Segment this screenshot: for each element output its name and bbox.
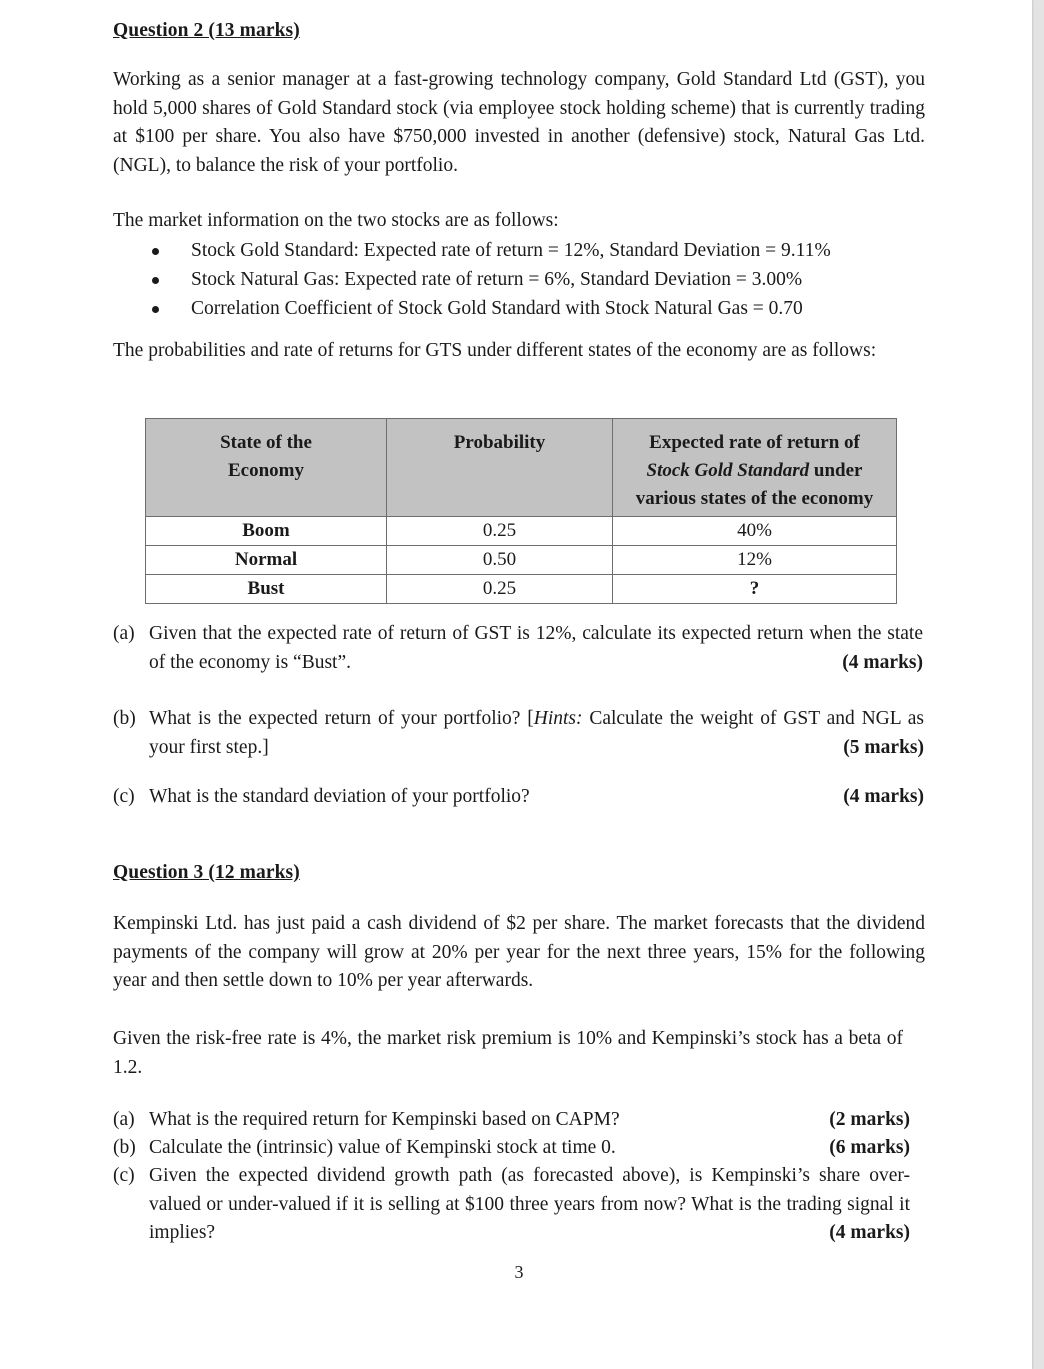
column-header-probability-label: Probability <box>453 432 546 453</box>
part-label: (a) <box>113 623 135 644</box>
column-header-state <box>146 419 387 517</box>
economy-states-table <box>145 418 897 604</box>
column-header-expected-return <box>613 419 897 517</box>
question-2-part-c <box>113 783 924 812</box>
column-header-return-tail: under <box>809 460 863 481</box>
list-item: Correlation Coefficient of Stock Gold Standard with Stock Natural Gas = 0.70 <box>152 294 925 323</box>
cell-probability: 0.25 <box>387 575 613 604</box>
column-header-return-line2 <box>613 457 896 485</box>
table-lead-text: The probabilities and rate of returns for GTS under different states of the economy are as follows: <box>113 340 877 361</box>
list-item: Stock Gold Standard: Expected rate of return = 12%, Standard Deviation = 9.11% <box>152 236 925 265</box>
cell-probability: 0.25 <box>387 517 613 546</box>
marks-allocation: (5 marks) <box>843 736 924 758</box>
page-edge-gutter <box>1034 0 1044 1369</box>
question-2-part-b <box>113 705 924 762</box>
question-3-part-c <box>113 1162 910 1248</box>
column-header-return-line1: Expected rate of return of <box>649 432 860 453</box>
part-label: (c) <box>113 786 135 807</box>
part-label: (a) <box>113 1109 135 1130</box>
cell-return: 40% <box>613 517 897 546</box>
part-body <box>149 1106 910 1135</box>
question-2-intro-paragraph: Working as a senior manager at a fast-growing technology company, Gold Standard Ltd (GST), you hold 5,000 shares of Gold Standard stock (via employee stock holding scheme) that is currently trading at $100 per share. You also have $750,000 invested in another (defensive) stock, Natural Gas Ltd. (NGL), to balance the risk of your portfolio. <box>113 69 925 176</box>
cell-return: ? <box>613 575 897 604</box>
column-header-return-italic: Stock Gold Standard <box>646 460 810 481</box>
table-row <box>146 575 897 604</box>
marks-allocation: (4 marks) <box>829 1222 910 1243</box>
part-line <box>149 1106 910 1135</box>
part-text: Given the expected dividend growth path (as forecasted above), is Kempinski’s share over-valued or under-valued if it is selling at $100 three years from now? What is the trading signal it implies? <box>149 1165 910 1243</box>
table-row <box>146 517 897 546</box>
part-label: (c) <box>113 1165 135 1186</box>
question-3-rates-paragraph: Given the risk-free rate is 4%, the market risk premium is 10% and Kempinski’s stock has a beta of 1.2. <box>113 1028 903 1078</box>
market-info-bullet-list <box>152 236 925 323</box>
column-header-return-line3: various states of the economy <box>635 488 874 509</box>
table-header <box>146 419 897 517</box>
column-header-state-line1: State of the <box>220 432 312 453</box>
hints-italic-label: Hints: <box>533 708 583 729</box>
market-info-lead-text: The market information on the two stocks are as follows: <box>113 210 559 231</box>
part-body <box>149 783 924 812</box>
question-3-part-a <box>113 1106 910 1135</box>
marks-allocation: (6 marks) <box>829 1137 910 1158</box>
part-text-after-hint: Calculate the weight of GST and NGL as your first step.] <box>149 708 924 758</box>
part-body <box>149 1134 910 1163</box>
part-body <box>149 705 924 762</box>
cell-state: Boom <box>146 517 387 546</box>
question-2-heading: Question 2 (13 marks) <box>113 20 300 41</box>
part-line <box>149 1134 910 1163</box>
marks-allocation: (4 marks) <box>843 786 924 807</box>
question-2-part-a <box>113 620 923 677</box>
marks-allocation: (4 marks) <box>842 651 923 673</box>
table-body <box>146 517 897 604</box>
cell-probability: 0.50 <box>387 546 613 575</box>
table-header-row <box>146 419 897 517</box>
page-number: 3 <box>514 1262 524 1282</box>
part-body <box>149 1162 910 1248</box>
list-item: Stock Natural Gas: Expected rate of return = 6%, Standard Deviation = 3.00% <box>152 265 925 294</box>
table-row <box>146 546 897 575</box>
part-text: Given that the expected rate of return of GST is 12%, calculate its expected return when the state of the economy is “Bust”. <box>149 623 923 673</box>
part-text: What is the required return for Kempinski based on CAPM? <box>149 1109 620 1130</box>
economy-table-wrapper <box>145 418 897 604</box>
column-header-state-line2: Economy <box>228 460 304 481</box>
part-label: (b) <box>113 708 136 729</box>
cell-return: 12% <box>613 546 897 575</box>
marks-allocation: (2 marks) <box>829 1109 910 1130</box>
column-header-probability <box>387 419 613 517</box>
question-3-heading: Question 3 (12 marks) <box>113 862 300 883</box>
question-3-part-b <box>113 1134 910 1163</box>
cell-state: Bust <box>146 575 387 604</box>
part-text: What is the standard deviation of your portfolio? <box>149 786 530 807</box>
cell-state: Normal <box>146 546 387 575</box>
question-3-intro-paragraph: Kempinski Ltd. has just paid a cash dividend of $2 per share. The market forecasts that the dividend payments of the company will grow at 20% per year for the next three years, 15% for the following year and then settle down to 10% per year afterwards. <box>113 913 925 991</box>
part-label: (b) <box>113 1137 136 1158</box>
part-body <box>149 620 923 677</box>
part-text: Calculate the (intrinsic) value of Kempinski stock at time 0. <box>149 1137 616 1158</box>
part-text-before-hint: What is the expected return of your portfolio? [ <box>149 708 534 729</box>
